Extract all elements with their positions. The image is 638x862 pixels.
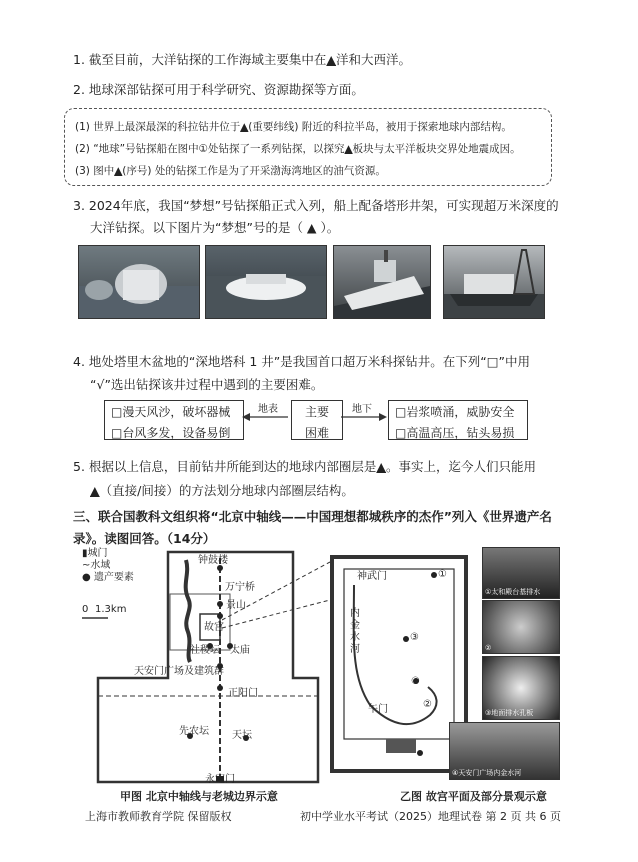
- option-sandstorm[interactable]: □漫天风沙，破坏器械: [111, 405, 231, 419]
- label-jingshan: 景山: [226, 600, 246, 611]
- sub-q-3-post: (序号) 处的钻探工作是为了开采渤海湾地区的油气资源。: [122, 165, 386, 177]
- map-right-caption: 乙图 故宫平面及部分景观示意: [400, 790, 547, 803]
- sub-q-1-pre: (1) 世界上最深最深的科拉钻井位于: [75, 121, 241, 133]
- label-sheji: 社稷坛: [190, 645, 220, 656]
- legend-gate: ▮城门: [82, 548, 108, 559]
- center-label-1: 主要: [304, 405, 329, 419]
- legend-heritage: ● 遗产要素: [82, 572, 134, 583]
- q1-blank: ▲: [326, 52, 337, 67]
- sub-q-3: [75, 163, 386, 178]
- q5-post: 。事实上，迄今人们只能用: [386, 459, 537, 474]
- scene-photo-2: [482, 600, 560, 654]
- photo-b-image: [206, 246, 326, 318]
- label-n2: ②: [423, 699, 432, 710]
- label-neijin: 内金水河: [350, 608, 360, 655]
- label-n4: ④: [411, 676, 420, 687]
- scene-caption-3: ③地面排水孔板: [485, 709, 534, 717]
- photo-a: [78, 245, 200, 319]
- photo-c: [333, 245, 431, 319]
- footer-right: 初中学业水平考试（2025）地理试卷 第 2 页 共 6 页: [300, 810, 561, 823]
- sub-q-1: [75, 119, 512, 134]
- main-difficulty-box: [291, 400, 343, 440]
- question-4-line-2: “√”选出钻探该井过程中遇到的主要困难。: [90, 377, 324, 392]
- scale-zero: 0: [82, 604, 89, 615]
- scene-photo-4: [449, 722, 560, 780]
- question-5-line-1: [73, 457, 536, 475]
- label-n3: ③: [410, 632, 419, 643]
- arrow-label-surface: 地表: [258, 404, 278, 415]
- question-3-line-1: 3. 2024年底，我国“梦想”号钻探船正式入列，船上配备塔形井架，可实现超万米深度的: [73, 198, 559, 213]
- q5-blank-1: ▲: [376, 459, 387, 474]
- scale-value: 1.3km: [95, 604, 127, 615]
- photo-b: [205, 245, 327, 319]
- label-wumen: 午门: [368, 704, 388, 715]
- label-zhengyang: 正阳门: [228, 688, 258, 699]
- question-5-line-2: [90, 481, 354, 499]
- sub-q-1-post: (重要纬线) 附近的科拉半岛，被用于探索地球内部结构。: [248, 121, 512, 133]
- question-3-line-2: 大洋钻探。以下图片为“梦想”号的是（ ▲ ）。: [90, 220, 340, 235]
- zoom-lines: [222, 560, 332, 630]
- photo-d: [443, 245, 545, 319]
- question-4-line-1: 4. 地处塔里木盆地的“深地塔科 1 井”是我国首口超万米科探钻井。在下列“□”中用: [73, 354, 531, 369]
- label-wanning: 万宁桥: [225, 582, 255, 593]
- underground-difficulties-box: [388, 400, 528, 440]
- arrow-label-underground: 地下: [352, 404, 372, 415]
- photo-c-image: [334, 246, 430, 318]
- option-magma[interactable]: □岩浆喷涌，威胁安全: [395, 405, 515, 419]
- sub-q-3-pre: (3) 图中: [75, 165, 115, 177]
- arrow-left-icon: [242, 412, 290, 422]
- q5-blank-2: ▲: [90, 483, 100, 498]
- section-3-line-2: 录》。读图回答。（14分）: [73, 531, 216, 546]
- scene-photo-3: [482, 656, 560, 720]
- sub-q-2-post: 板块与太平洋板块交界处地震成因。: [352, 143, 521, 155]
- label-taimiao: 太庙: [230, 645, 250, 656]
- sub-q-3-blank: ▲: [114, 165, 123, 177]
- sub-q-2-pre: (2) “地球”号钻探船在图中①处钻探了一系列钻探，以探究: [75, 143, 345, 155]
- scene-caption-4: ④天安门广场内金水河: [452, 769, 522, 777]
- sub-question-box: [64, 108, 552, 186]
- option-high-temp[interactable]: □高温高压，钻头易损: [395, 426, 515, 440]
- center-label-2: 困难: [304, 426, 329, 440]
- label-tiantan: 天坛: [232, 730, 252, 741]
- scene-photo-1: [482, 547, 560, 599]
- q5-pre: 5. 根据以上信息，目前钻井所能到达的地球内部圈层是: [73, 459, 377, 474]
- footer-left: 上海市教师教育学院 保留版权: [85, 810, 232, 823]
- map-left-caption: 甲图 北京中轴线与老城边界示意: [120, 790, 278, 803]
- legend-water: ~水域: [82, 560, 111, 571]
- question-2: 2. 地球深部钻探可用于科学研究、资源勘探等方面。: [73, 82, 364, 97]
- surface-difficulties-box: [104, 400, 244, 440]
- scene-caption-1: ①太和殿台基排水: [485, 588, 541, 596]
- label-n1: ①: [438, 569, 447, 580]
- arrow-right-icon: [341, 412, 387, 422]
- label-yongding: 永定门: [205, 774, 235, 785]
- sub-q-2-blank: ▲: [344, 143, 353, 155]
- label-tiananmen: 天安门广场及建筑群: [134, 666, 224, 677]
- sub-q-2: [75, 141, 521, 156]
- label-xiannong: 先农坛: [179, 726, 209, 737]
- question-1: [73, 50, 411, 68]
- label-zhonggulou: 钟鼓楼: [198, 555, 228, 566]
- photo-d-image: [444, 246, 544, 318]
- label-shenwu: 神武门: [357, 571, 387, 582]
- map-legend: [82, 548, 134, 584]
- section-3-line-1: 三、联合国教科文组织将“北京中轴线——中国理想都城秩序的杰作”列入《世界遗产名: [73, 509, 552, 524]
- sub-q-1-blank: ▲: [240, 121, 249, 133]
- q1-text-end: 洋和大西洋。: [336, 52, 412, 67]
- label-gugong: 故宫: [204, 622, 224, 633]
- q1-text: 1. 截至目前，大洋钻探的工作海域主要集中在: [73, 52, 327, 67]
- option-typhoon[interactable]: □台风多发，设备易倒: [111, 426, 231, 440]
- photo-a-image: [79, 246, 199, 318]
- q5-line-2-text: （直接/间接）的方法划分地球内部圈层结构。: [99, 483, 354, 498]
- scene-caption-2: ②: [485, 644, 492, 652]
